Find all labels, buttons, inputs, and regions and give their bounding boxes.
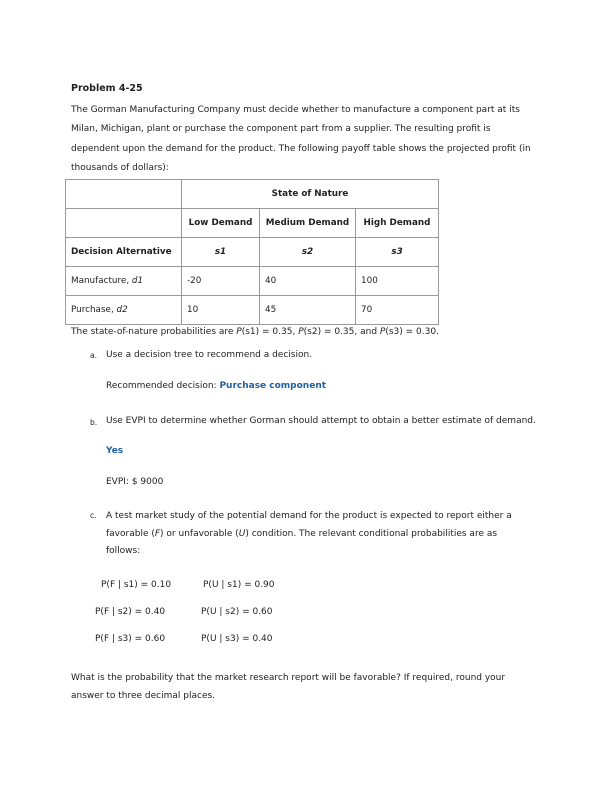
prob-p: P [379, 327, 386, 337]
favorable-symbol: F [154, 528, 161, 539]
problem-intro: The Gorman Manufacturing Company must decide whether to manufacture a component part at its Milan, Michigan, plant or purchase the component part from a supplier. The resulting profit is dependent upon the demand for the product. The following payoff table shows the projected profit (in thousands of dollars): [71, 105, 531, 173]
recommended-decision-label: Recommended decision: [106, 381, 220, 391]
conditional-prob-f-s1: P(F | s1) = 0.10 [101, 580, 172, 590]
evpi-answer [106, 477, 163, 487]
low-demand-header: Low Demand [182, 209, 260, 238]
medium-demand-header: Medium Demand [260, 209, 356, 238]
question-b-answer: Yes [106, 446, 124, 456]
prob-text: (s3) = 0.30. [385, 327, 439, 337]
payoff-table [65, 179, 439, 325]
question-a-text: Use a decision tree to recommend a decision. [106, 350, 313, 360]
row-label-symbol: d2 [116, 305, 128, 315]
prob-text: (s2) = 0.35, and [303, 327, 380, 337]
conditional-prob-f-s3: P(F | s3) = 0.60 [95, 634, 166, 644]
question-b-letter: b. [90, 418, 98, 427]
table-cell: -20 [182, 267, 260, 296]
question-c-text-part: A test market study of the potential demand for the product is expected to report either a favorable ( [106, 511, 512, 539]
state-symbol-s2: s2 [260, 238, 356, 267]
state-symbol-s1: s1 [182, 238, 260, 267]
row-label-manufacture [66, 267, 182, 296]
evpi-value: 9000 [140, 477, 164, 487]
table-cell: 70 [356, 296, 439, 325]
row-label-purchase [66, 296, 182, 325]
probabilities-prefix: The state-of-nature probabilities are [71, 327, 237, 337]
row-label-symbol: d1 [131, 276, 144, 286]
conditional-prob-u-s3: P(U | s3) = 0.40 [201, 634, 273, 644]
state-symbol-s3: s3 [356, 238, 439, 267]
prob-p: P [298, 327, 304, 337]
table-row [66, 238, 439, 267]
table-row [66, 180, 439, 209]
state-of-nature-header: State of Nature [182, 180, 439, 209]
table-row [66, 209, 439, 238]
question-b-text: Use EVPI to determine whether Gorman should attempt to obtain a better estimate of demand. [106, 416, 536, 426]
recommended-decision [106, 381, 326, 391]
problem-title: Problem 4-25 [71, 83, 143, 94]
question-c-text-part: ) or unfavorable ( [160, 528, 239, 539]
conditional-prob-u-s2: P(U | s2) = 0.60 [201, 607, 273, 617]
question-a-letter: a. [90, 351, 97, 360]
table-row [66, 296, 439, 325]
state-probabilities [71, 327, 439, 337]
table-cell: 40 [260, 267, 356, 296]
evpi-label: EVPI: $ [106, 477, 141, 487]
recommended-decision-answer: Purchase component [219, 381, 327, 391]
prob-text: (s1) = 0.35, [241, 327, 299, 337]
decision-alternative-header: Decision Alternative [66, 238, 182, 267]
table-cell: 100 [356, 267, 439, 296]
table-cell: 10 [182, 296, 260, 325]
table-cell [66, 180, 182, 209]
table-row [66, 267, 439, 296]
question-c-text-part: ) condition. The relevant conditional probabilities are as follows: [106, 528, 498, 556]
table-cell: 45 [260, 296, 356, 325]
table-cell [66, 209, 182, 238]
conditional-prob-f-s2: P(F | s2) = 0.40 [95, 607, 166, 617]
row-label-text: Manufacture, [71, 276, 132, 286]
row-label-text: Purchase, [71, 305, 117, 315]
question-c-letter: c. [90, 511, 97, 520]
conditional-prob-u-s1: P(U | s1) = 0.90 [203, 580, 275, 590]
question-c-text [106, 508, 526, 561]
prob-p: P [236, 327, 242, 337]
final-question: What is the probability that the market research report will be favorable? If required, round your answer to three decimal places. [71, 673, 506, 701]
unfavorable-symbol: U [238, 528, 246, 539]
high-demand-header: High Demand [356, 209, 439, 238]
